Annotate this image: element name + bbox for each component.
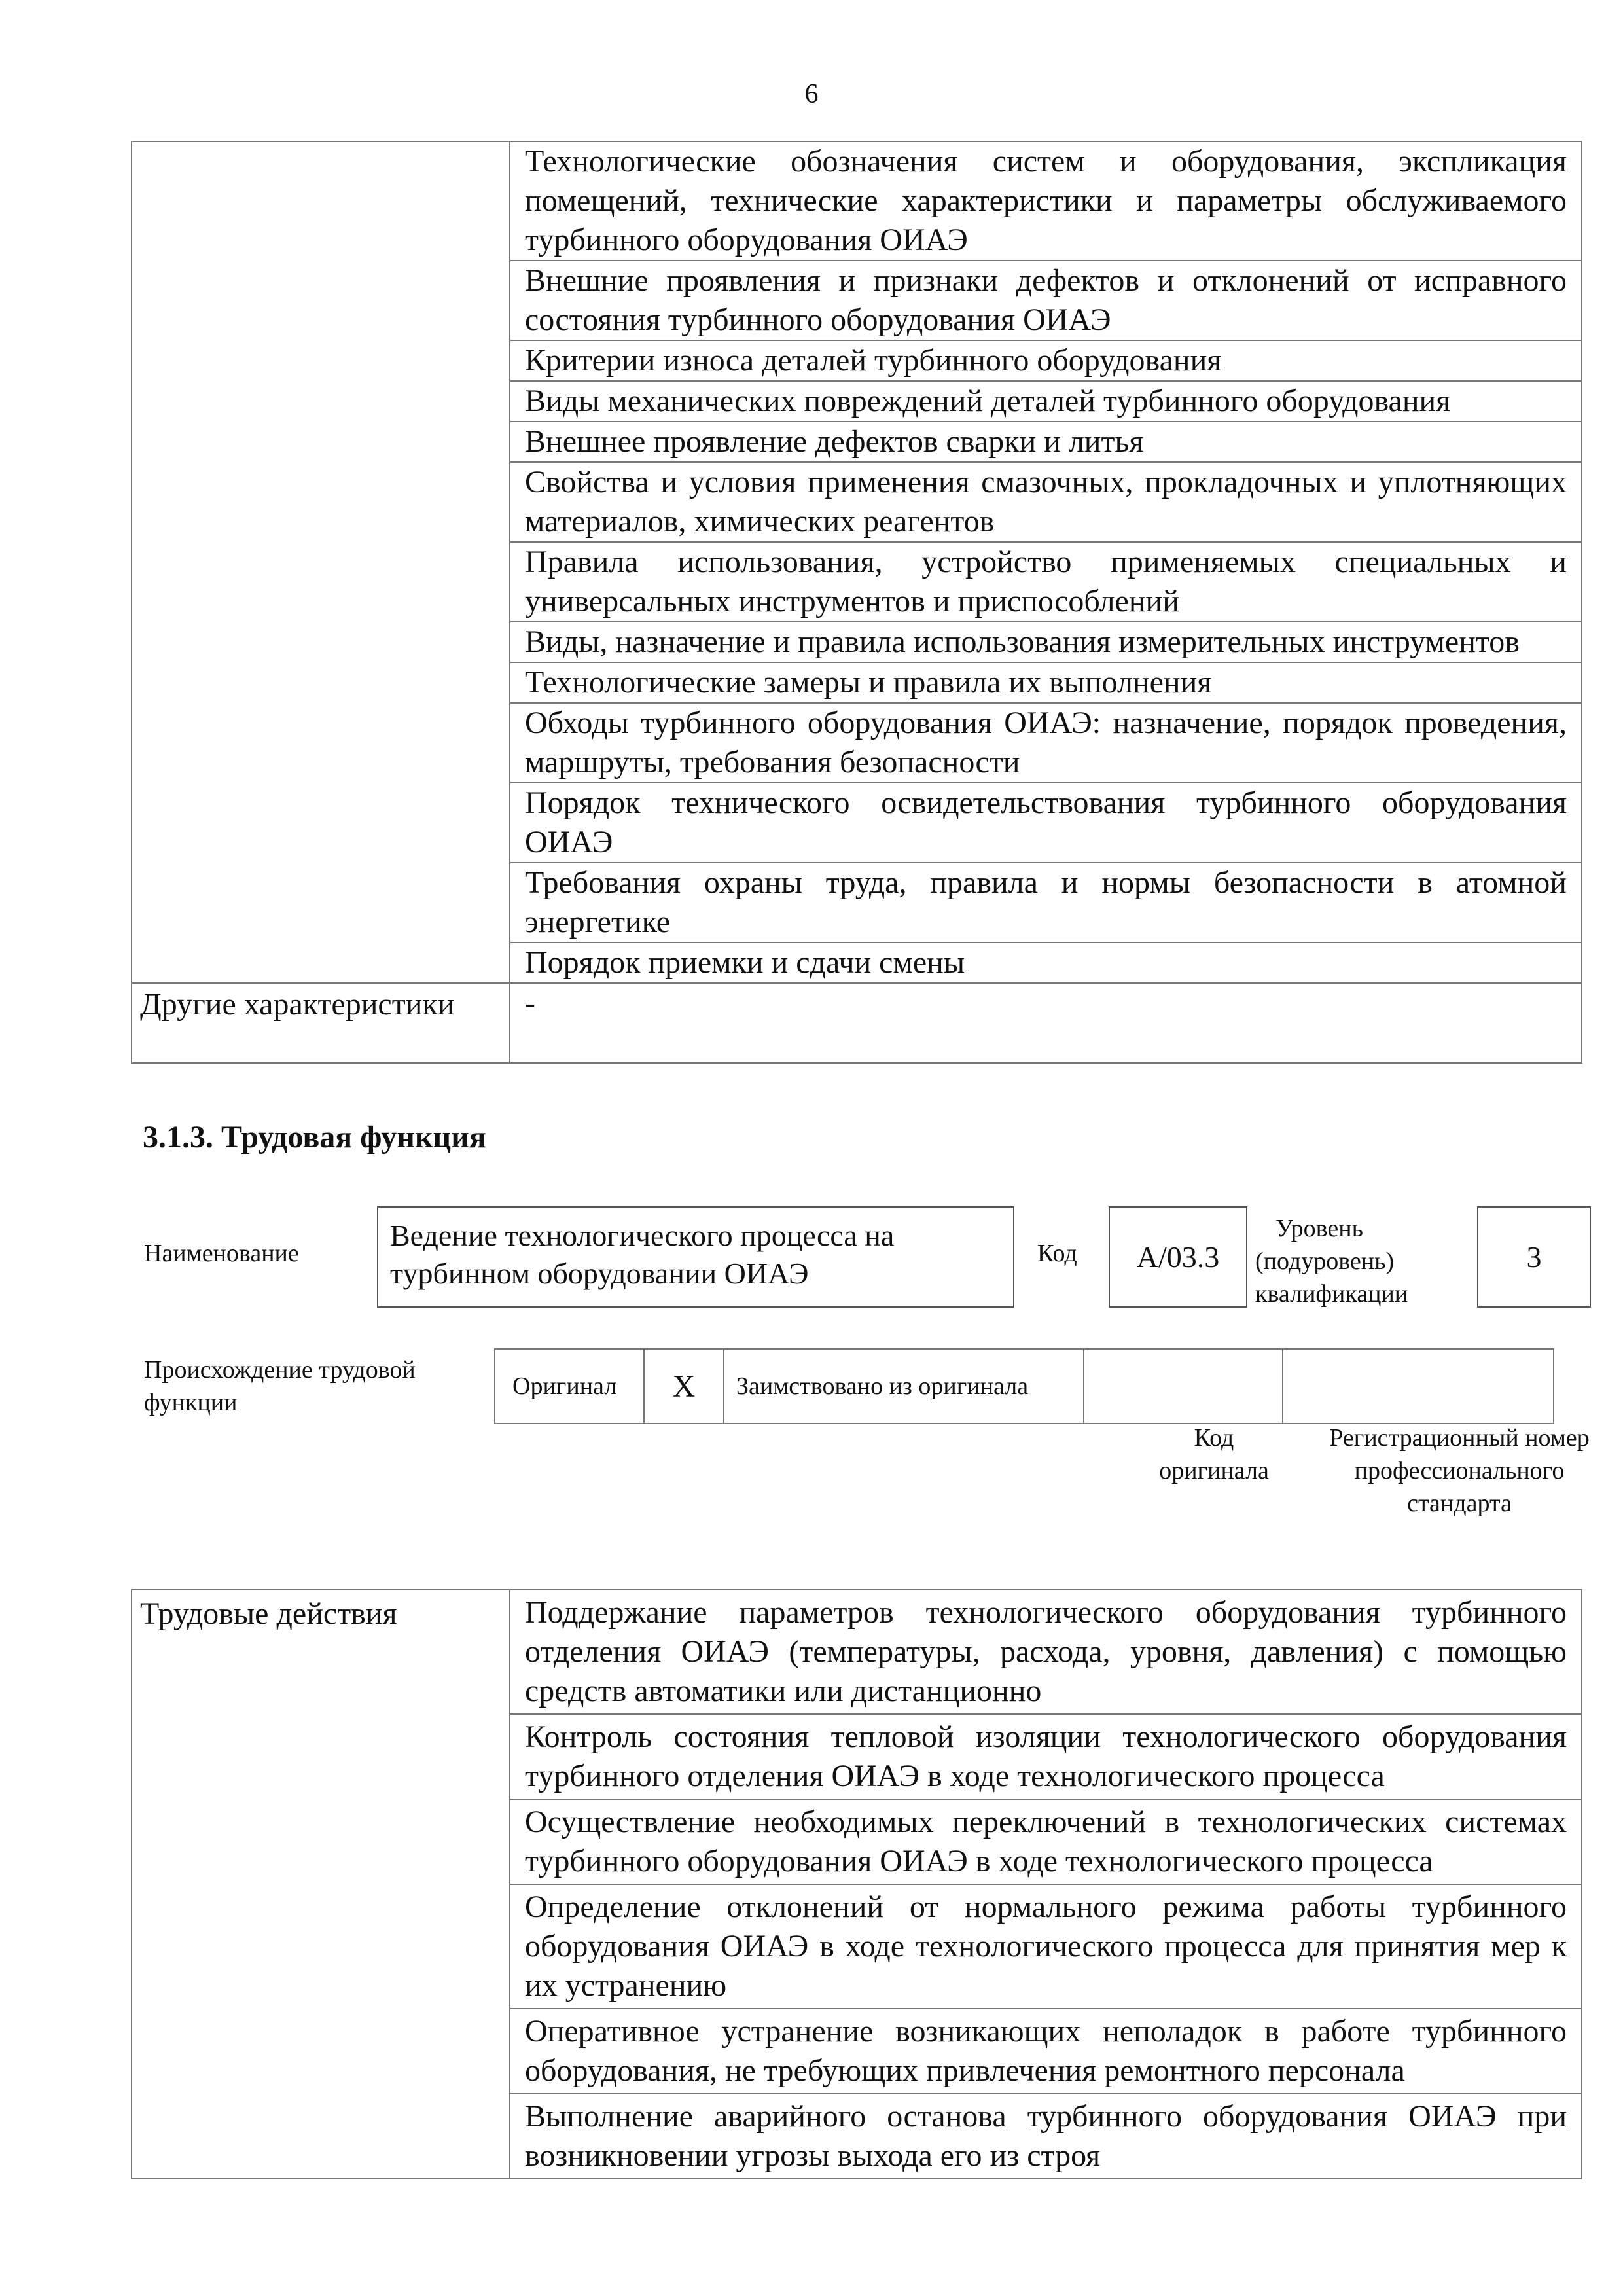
knowledge-item: Обходы турбинного оборудования ОИАЭ: назначение, порядок проведения, маршруты, требования безопасности — [510, 703, 1582, 783]
knowledge-item: Правила использования, устройство применяемых специальных и универсальных инструментов и приспособлений — [510, 542, 1582, 622]
code-label: Код — [1037, 1240, 1077, 1267]
table-row — [132, 141, 1582, 260]
knowledge-item: Порядок приемки и сдачи смены — [510, 942, 1582, 983]
knowledge-item: Критерии износа деталей турбинного оборудования — [510, 340, 1582, 381]
table-row — [132, 1590, 1582, 1714]
labor-actions-table — [131, 1589, 1582, 2179]
origin-label: Происхождение трудовой функции — [144, 1356, 416, 1416]
labor-action-item: Оперативное устранение возникающих неполадок в работе турбинного оборудования, не требующих привлечения ремонтного персонала — [510, 2009, 1582, 2094]
origin-table — [494, 1348, 1554, 1424]
registration-number-caption: Регистрационный номер профессионального стандарта — [1329, 1424, 1590, 1517]
knowledge-item: Свойства и условия применения смазочных, прокладочных и уплотняющих материалов, химических реагентов — [510, 462, 1582, 542]
knowledge-item: Технологические обозначения систем и оборудования, экспликация помещений, технические характеристики и параметры обслуживаемого турбинного оборудования ОИАЭ — [510, 141, 1582, 260]
knowledge-label-cell — [132, 141, 510, 983]
qualification-level-box: 3 — [1477, 1206, 1591, 1308]
labor-action-item: Контроль состояния тепловой изоляции технологического оборудования турбинного отделения ОИАЭ в ходе технологического процесса — [510, 1714, 1582, 1799]
labor-action-item: Поддержание параметров технологического оборудования турбинного отделения ОИАЭ (температуры, расхода, уровня, давления) с помощью средств автоматики или дистанционно — [510, 1590, 1582, 1714]
other-characteristics-label: Другие характеристики — [132, 983, 510, 1063]
registration-number-cell — [1283, 1349, 1554, 1424]
knowledge-item: Требования охраны труда, правила и нормы безопасности в атомной энергетике — [510, 863, 1582, 942]
function-code-box: А/03.3 — [1109, 1206, 1247, 1308]
knowledge-item: Внешние проявления и признаки дефектов и отклонений от исправного состояния турбинного оборудования ОИАЭ — [510, 260, 1582, 340]
labor-action-item: Осуществление необходимых переключений в технологических системах турбинного оборудования ОИАЭ в ходе технологического процесса — [510, 1799, 1582, 1884]
borrowed-label: Заимствовано из оригинала — [724, 1349, 1084, 1424]
knowledge-item: Виды, назначение и правила использования измерительных инструментов — [510, 622, 1582, 662]
knowledge-item: Внешнее проявление дефектов сварки и литья — [510, 422, 1582, 462]
knowledge-item: Технологические замеры и правила их выполнения — [510, 662, 1582, 703]
knowledge-item: Порядок технического освидетельствования турбинного оборудования ОИАЭ — [510, 783, 1582, 863]
labor-action-item: Выполнение аварийного останова турбинного оборудования ОИАЭ при возникновении угрозы выхода его из строя — [510, 2094, 1582, 2179]
function-name-box: Ведение технологического процесса на турбинном оборудовании ОИАЭ — [377, 1206, 1014, 1308]
labor-action-item: Определение отклонений от нормального режима работы турбинного оборудования ОИАЭ в ходе технологического процесса для принятия мер к их устранению — [510, 1884, 1582, 2009]
labor-actions-label: Трудовые действия — [132, 1590, 510, 2179]
other-characteristics-value: - — [510, 983, 1582, 1063]
page-number: 6 — [804, 79, 819, 109]
original-mark: X — [644, 1349, 724, 1424]
qualification-level-label: Уровень (подуровень) квалификации — [1255, 1215, 1408, 1308]
knowledge-item: Виды механических повреждений деталей турбинного оборудования — [510, 381, 1582, 422]
name-label: Наименование — [144, 1240, 299, 1267]
original-code-caption: Код оригинала — [1159, 1424, 1269, 1484]
section-title: 3.1.3. Трудовая функция — [143, 1120, 486, 1155]
original-code-cell — [1084, 1349, 1283, 1424]
table-row — [495, 1349, 1554, 1424]
original-label: Оригинал — [495, 1349, 644, 1424]
table-row — [132, 983, 1582, 1063]
knowledge-table — [131, 141, 1582, 1064]
